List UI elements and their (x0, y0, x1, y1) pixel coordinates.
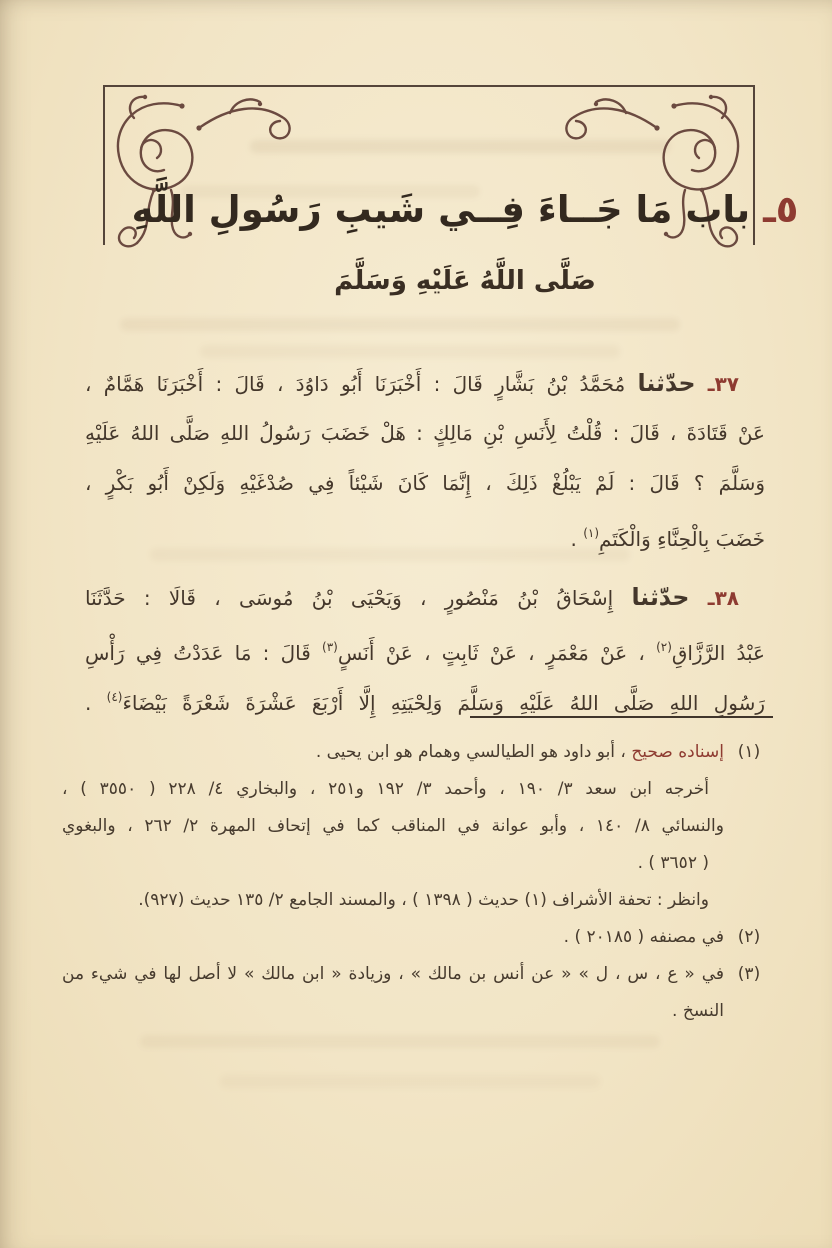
footnote-1-takhrij-line-3: ( ٣٦٥٢ ) . (637, 853, 709, 873)
bleedthrough-smudge (120, 318, 680, 331)
narration-verb: حدّثنا (637, 369, 696, 397)
hadith-37 (85, 358, 765, 558)
hadith-37-line-3: وَسَلَّمَ ؟ قَالَ : لَمْ يَبْلُغْ ذَلِكَ ، إِنَّمَا كَانَ شَيْئاً فِي صُدْغَيْهِ وَلَكِنْ أَبُو بَكْرٍ ، (85, 471, 765, 495)
hadith-grade: إسناده صحيح (631, 742, 724, 762)
hadith-38-line-3 (85, 672, 765, 722)
footnote-3-body (62, 956, 724, 1030)
bleedthrough-smudge (140, 1035, 660, 1048)
hadith-38-line-3-tail: . (85, 691, 107, 715)
hadith-38-line-2-a: عَبْدُ الرَّزَّاقِ (671, 641, 765, 665)
footnote-2-marker: (٢) (737, 927, 761, 947)
footnote-2-body (62, 919, 724, 956)
footnote-2 (62, 919, 774, 956)
footnote-3-line-1: في « ع ، س ، ل » « عن أنس بن مالك » ، وزيادة « ابن مالك » لا أصل لها في شيء من (62, 964, 724, 984)
footnote-1-grade-line (62, 734, 724, 771)
footnote-2-text: في مصنفه ( ٢٠١٨٥ ) . (563, 927, 724, 947)
hadith-38-line-2 (85, 622, 765, 672)
frame-top-line (103, 85, 755, 87)
hadith-37-number: ٣٧ـ (707, 372, 739, 396)
footnote-ref-3: (٣) (322, 640, 338, 654)
footnote-1-marker: (١) (737, 742, 761, 762)
hadith-37-line-1 (85, 358, 765, 408)
footnote-3-marker: (٣) (737, 964, 761, 984)
chapter-number: ٥ـ (763, 188, 799, 231)
bleedthrough-smudge (200, 345, 620, 358)
hadith-37-line-2: عَنْ قَتَادَةَ ، قَالَ : قُلْتُ لِأَنَسِ بْنِ مَالِكٍ : هَلْ خَضَبَ رَسُولُ اللهِ صَلَّى اللهُ عَلَيْهِ (85, 421, 765, 445)
narration-verb: حدّثنا (631, 583, 690, 611)
hadith-37-line-1-text: مُحَمَّدُ بْنُ بَشَّارٍ قَالَ : أَخْبَرَنَا أَبُو دَاوُدَ ، قَالَ : أَخْبَرَنَا هَمَّامٌ ، (85, 372, 626, 396)
footnote-3-line-2: النسخ . (672, 1001, 724, 1021)
bleedthrough-smudge (220, 1075, 600, 1088)
hadith-38-line-1 (85, 572, 765, 622)
footnote-ref-4: (٤) (106, 690, 123, 704)
footnotes-section (62, 734, 774, 1030)
footnote-1-see-also: وانظر : تحفة الأشراف (١) حديث ( ١٣٩٨ ) ، والمسند الجامع ٢/ ١٣٥ حديث (٩٢٧). (138, 890, 709, 910)
footnote-1-takhrij-line-2: والنسائي ٨/ ١٤٠ ، وأبو عوانة في المناقب كما في إتحاف المهرة ٢/ ٢٦٢ ، والبغوي (62, 816, 724, 836)
footnote-1-body (62, 734, 724, 919)
chapter-subtitle: صَلَّى اللَّهُ عَلَيْهِ وَسَلَّمَ (334, 266, 596, 296)
footnote-ref-2: (٢) (656, 640, 672, 654)
hadith-38-line-2-b: ، عَنْ مَعْمَرٍ ، عَنْ ثَابِتٍ ، عَنْ أَنَسٍ (337, 641, 657, 665)
hadith-38-number: ٣٨ـ (707, 586, 740, 610)
chapter-title (125, 188, 805, 231)
chapter-title-text: باب مَا جَــاءَ فِــي شَيبِ رَسُولِ اللَّهِ (131, 188, 751, 231)
hadith-37-line-4 (85, 508, 765, 558)
footnote-separator-line (470, 716, 773, 718)
footnote-1-grade-rest: ، أبو داود هو الطيالسي وهمام هو ابن يحيى . (315, 742, 632, 762)
hadith-38-line-1-text: إِسْحَاقُ بْنُ مَنْصُورٍ ، وَيَحْيَى بْنُ مُوسَى ، قَالَا : حَدَّثَنَا (85, 586, 614, 610)
hadith-38 (85, 572, 765, 722)
footnote-1 (62, 734, 774, 919)
hadith-38-line-3-text: رَسُولِ اللهِ صَلَّى اللهُ عَلَيْهِ وَسَلَّمَ وَلِحْيَتِهِ إِلَّا أَرْبَعَ عَشْرَةَ شَعْرَةً بَيْضَاءَ (122, 691, 765, 715)
footnote-3 (62, 956, 774, 1030)
hadith-37-line-4-tail: . (570, 527, 584, 551)
footnote-ref-1: (١) (583, 526, 600, 540)
hadith-38-line-2-c: قَالَ : مَا عَدَدْتُ فِي رَأْسِ (85, 641, 323, 665)
footnote-1-takhrij-line-1: أخرجه ابن سعد ٣/ ١٩٠ ، وأحمد ٣/ ١٩٢ و٢٥١ ، والبخاري ٤/ ٢٢٨ ( ٣٥٥٠ ) ، (62, 779, 709, 799)
hadith-37-line-4-text: خَضَبَ بِالْحِنَّاءِ وَالْكَتَمِ (599, 527, 765, 551)
